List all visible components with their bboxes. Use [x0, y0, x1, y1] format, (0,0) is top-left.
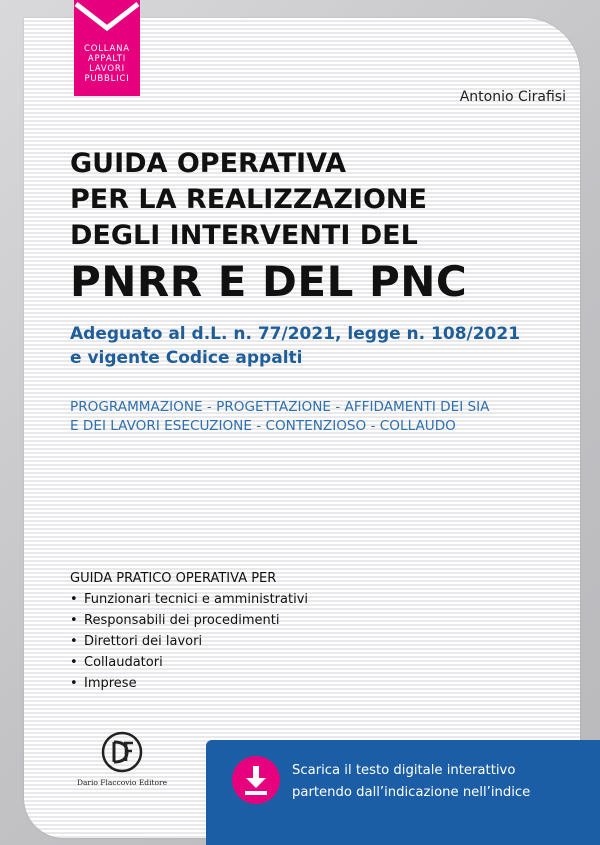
bullet: •	[70, 613, 78, 628]
series-label-line: COLLANA	[84, 44, 130, 54]
download-icon	[232, 756, 280, 804]
audience-list	[70, 589, 370, 694]
list-item	[70, 610, 370, 631]
series-label-line: LAVORI	[89, 64, 125, 74]
list-item-label: Imprese	[84, 676, 137, 691]
audience-section	[70, 568, 370, 694]
subtitle-line: e vigente Codice appalti	[70, 348, 303, 368]
title-line: PER LA REALIZZAZIONE	[70, 184, 427, 215]
list-item	[70, 673, 370, 694]
series-label-line: PUBBLICI	[84, 74, 130, 84]
download-line: partendo dall’indicazione nell’indice	[292, 785, 531, 800]
list-item	[70, 652, 370, 673]
series-ribbon	[74, 0, 140, 96]
series-label-line: APPALTI	[87, 54, 127, 64]
bullet: •	[70, 634, 78, 649]
bullet: •	[70, 592, 78, 607]
download-banner	[206, 740, 600, 845]
download-text	[292, 760, 592, 804]
title-line: GUIDA OPERATIVA	[70, 148, 347, 179]
title-emphasis: PNRR E DEL PNC	[70, 257, 468, 306]
list-item-label: Responsabili dei procedimenti	[84, 613, 280, 628]
publisher-name: Dario Flaccovio Editore	[76, 778, 168, 787]
topics-list	[70, 398, 580, 436]
subtitle-line: Adeguato al d.L. n. 77/2021, legge n. 108/2021	[70, 324, 521, 344]
list-item	[70, 631, 370, 652]
topics-line: E DEI LAVORI ESECUZIONE - CONTENZIOSO - COLLAUDO	[70, 418, 456, 434]
title-line: DEGLI INTERVENTI DEL	[70, 220, 418, 251]
chevron-down-icon	[74, 0, 140, 34]
book-subtitle	[70, 322, 570, 370]
list-item-label: Direttori dei lavori	[84, 634, 203, 649]
audience-heading: GUIDA PRATICO OPERATIVA PER	[70, 571, 277, 586]
list-item-label: Collaudatori	[84, 655, 163, 670]
series-label	[74, 44, 140, 84]
book-title	[70, 146, 570, 306]
list-item-label: Funzionari tecnici e amministrativi	[84, 592, 308, 607]
topics-line: PROGRAMMAZIONE - PROGETTAZIONE - AFFIDAMENTI DEI SIA	[70, 399, 490, 415]
download-line: Scarica il testo digitale interattivo	[292, 763, 516, 778]
df-monogram-logo-icon	[100, 730, 144, 774]
list-item	[70, 589, 370, 610]
publisher-block	[72, 730, 172, 787]
author-name: Antonio Cirafisi	[459, 89, 566, 105]
bullet: •	[70, 655, 78, 670]
bullet: •	[70, 676, 78, 691]
